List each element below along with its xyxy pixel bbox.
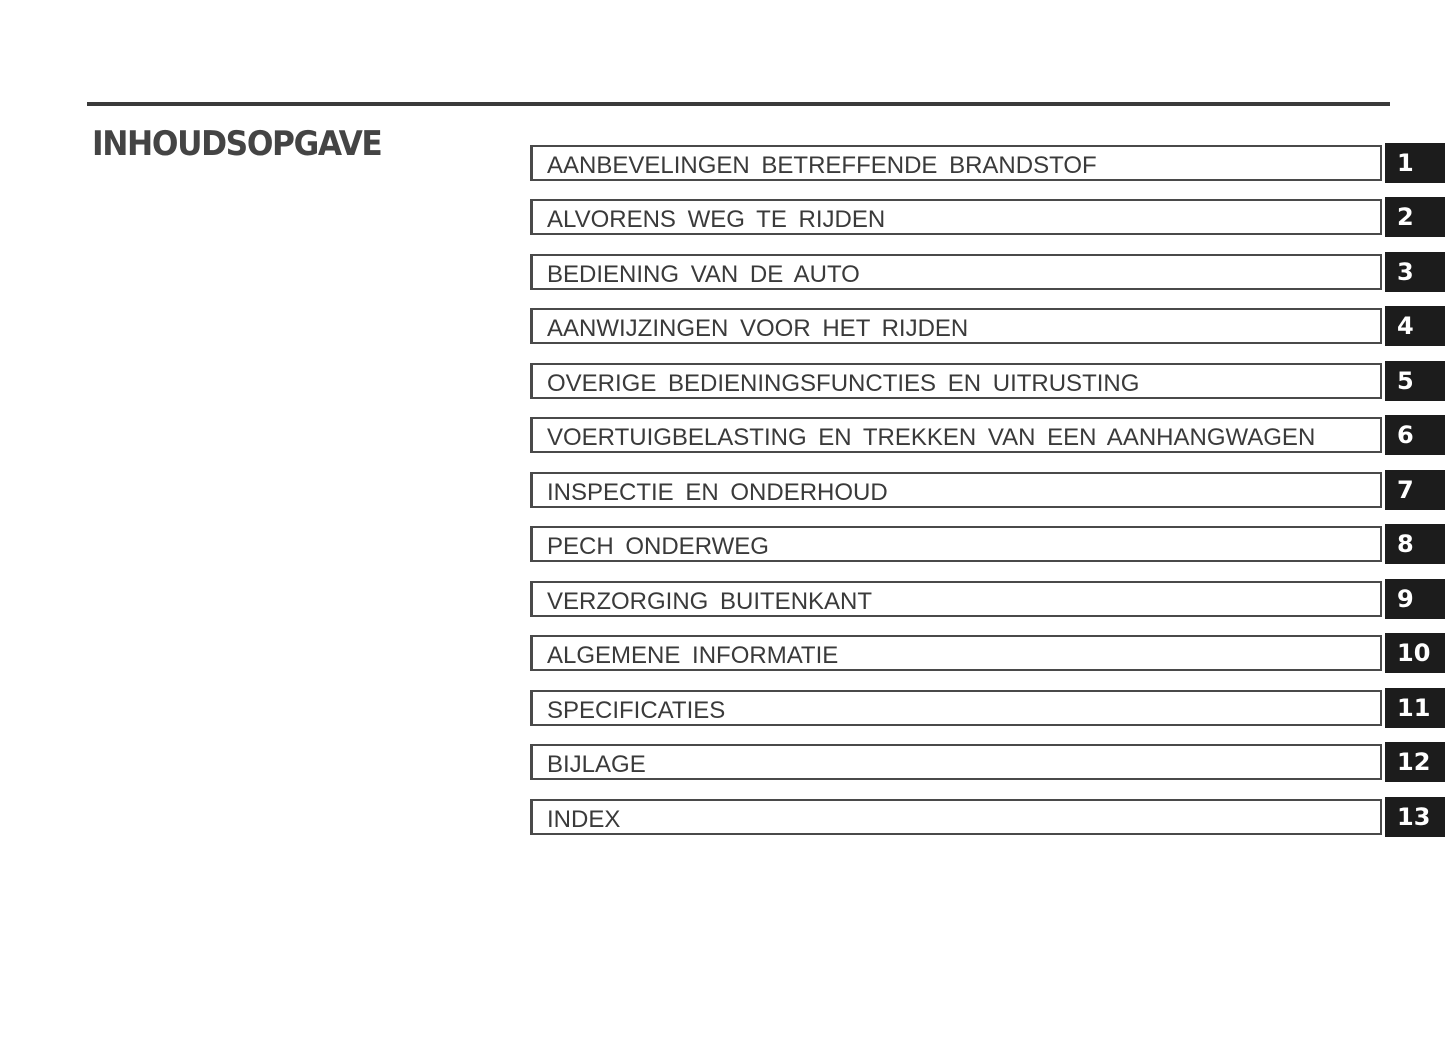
toc-item-label: VERZORGING BUITENKANT	[547, 588, 873, 615]
toc-item-8[interactable]	[530, 524, 1445, 566]
chapter-number-tab: 9	[1385, 579, 1445, 619]
toc-item-box	[530, 363, 1382, 399]
toc-item-label: OVERIGE BEDIENINGSFUNCTIES EN UITRUSTING	[547, 370, 1140, 397]
toc-item-box	[530, 690, 1382, 726]
toc-item-label: INSPECTIE EN ONDERHOUD	[547, 479, 888, 506]
toc-item-box	[530, 635, 1382, 671]
toc-item-9[interactable]	[530, 579, 1445, 621]
chapter-number-tab: 3	[1385, 252, 1445, 292]
toc-item-label: VOERTUIGBELASTING EN TREKKEN VAN EEN AANHANGWAGEN	[547, 424, 1316, 451]
page-title: INHOUDSOPGAVE	[92, 124, 382, 164]
toc-item-10[interactable]	[530, 633, 1445, 675]
toc-item-5[interactable]	[530, 361, 1445, 403]
toc-item-4[interactable]	[530, 306, 1445, 348]
chapter-number-tab: 8	[1385, 524, 1445, 564]
toc-item-label: ALGEMENE INFORMATIE	[547, 642, 839, 669]
toc-item-box	[530, 254, 1382, 290]
toc-item-label: BIJLAGE	[547, 751, 646, 778]
chapter-number-tab: 6	[1385, 415, 1445, 455]
chapter-number-tab: 1	[1385, 143, 1445, 183]
toc-item-label: AANWIJZINGEN VOOR HET RIJDEN	[547, 315, 969, 342]
toc-item-7[interactable]	[530, 470, 1445, 512]
toc-item-box	[530, 145, 1382, 181]
toc-item-3[interactable]	[530, 252, 1445, 294]
chapter-number-tab: 5	[1385, 361, 1445, 401]
chapter-number-tab: 4	[1385, 306, 1445, 346]
chapter-number-tab: 12	[1385, 742, 1445, 782]
toc-item-box	[530, 744, 1382, 780]
toc-item-box	[530, 581, 1382, 617]
chapter-number-tab: 10	[1385, 633, 1445, 673]
top-divider-rule	[87, 102, 1390, 106]
chapter-number-tab: 11	[1385, 688, 1445, 728]
toc-item-box	[530, 199, 1382, 235]
toc-item-1[interactable]	[530, 143, 1445, 185]
toc-item-box	[530, 799, 1382, 835]
toc-item-label: PECH ONDERWEG	[547, 533, 769, 560]
toc-item-box	[530, 526, 1382, 562]
chapter-number-tab: 7	[1385, 470, 1445, 510]
toc-item-label: INDEX	[547, 806, 621, 833]
toc-item-box	[530, 308, 1382, 344]
toc-item-label: AANBEVELINGEN BETREFFENDE BRANDSTOF	[547, 152, 1097, 179]
toc-item-label: BEDIENING VAN DE AUTO	[547, 261, 860, 288]
toc-item-12[interactable]	[530, 742, 1445, 784]
toc-item-label: ALVORENS WEG TE RIJDEN	[547, 206, 886, 233]
toc-item-11[interactable]	[530, 688, 1445, 730]
toc-item-label: SPECIFICATIES	[547, 697, 726, 724]
chapter-number-tab: 13	[1385, 797, 1445, 837]
toc-item-13[interactable]	[530, 797, 1445, 839]
toc-item-box	[530, 417, 1382, 453]
toc-item-6[interactable]	[530, 415, 1445, 457]
toc-item-box	[530, 472, 1382, 508]
chapter-number-tab: 2	[1385, 197, 1445, 237]
toc-item-2[interactable]	[530, 197, 1445, 239]
